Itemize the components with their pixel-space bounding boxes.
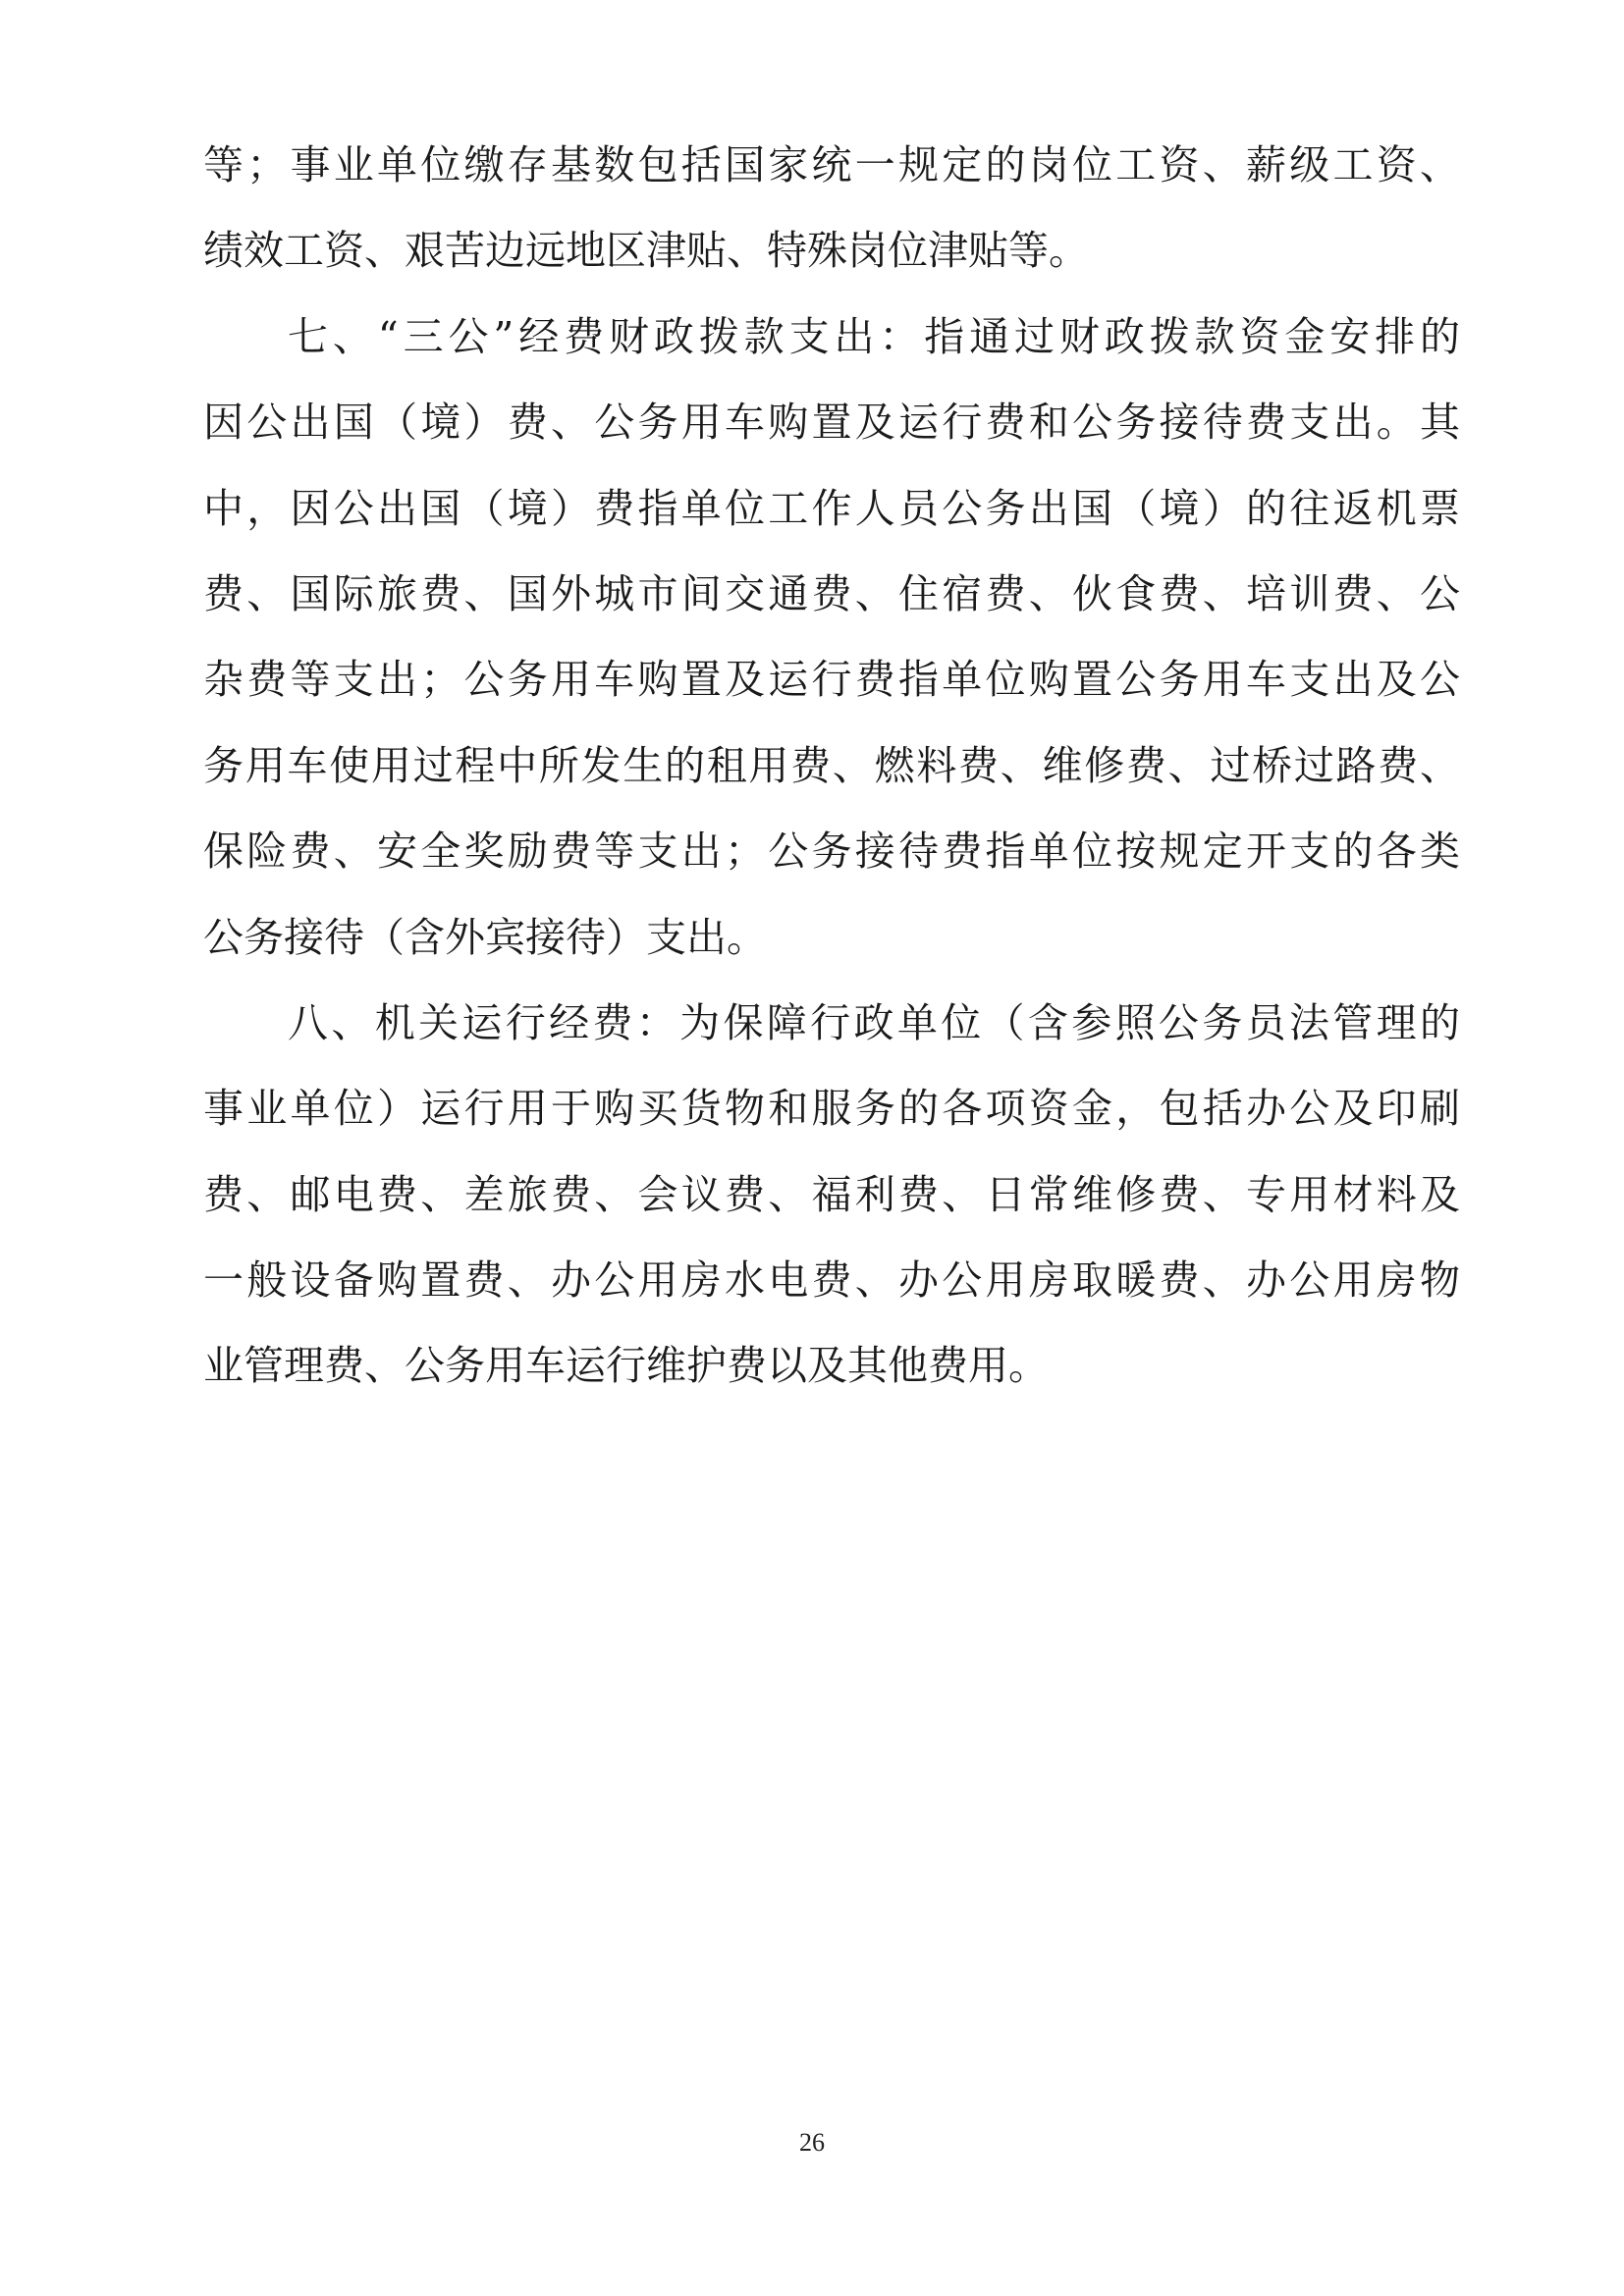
text-line: 费、国际旅费、国外城市间交通费、住宿费、伙食费、培训费、公 xyxy=(203,569,1460,617)
paragraph-housing-fund-base xyxy=(203,123,1460,294)
text-line: 八、机关运行经费：为保障行政单位（含参照公务员法管理的 xyxy=(288,998,1460,1046)
text-line: 因公出国（境）费、公务用车购置及运行费和公务接待费支出。其 xyxy=(203,399,1460,447)
text-line: 等；事业单位缴存基数包括国家统一规定的岗位工资、薪级工资、 xyxy=(203,141,1460,188)
text-line: 中，因公出国（境）费指单位工作人员公务出国（境）的往返机票 xyxy=(203,484,1460,532)
text-line: 保险费、安全奖励费等支出；公务接待费指单位按规定开支的各类 xyxy=(203,828,1460,876)
text-line: 业管理费、公务用车运行维护费以及其他费用。 xyxy=(203,1342,1049,1390)
text-line: 绩效工资、艰苦边远地区津贴、特殊岗位津贴等。 xyxy=(203,227,1089,275)
text-line: 务用车使用过程中所发生的租用费、燃料费、维修费、过桥过路费、 xyxy=(203,741,1460,789)
text-line: 费、邮电费、差旅费、会议费、福利费、日常维修费、专用材料及 xyxy=(203,1170,1460,1218)
text-line: 七、“三公”经费财政拨款支出：指通过财政拨款资金安排的 xyxy=(288,312,1460,360)
page-number: 26 xyxy=(799,2128,825,2157)
text-line: 杂费等支出；公务用车购置及运行费指单位购置公务用车支出及公 xyxy=(203,656,1460,704)
body-text xyxy=(203,123,1460,1410)
text-line: 公务接待（含外宾接待）支出。 xyxy=(203,913,767,961)
text-line: 一般设备购置费、办公用房水电费、办公用房取暖费、办公用房物 xyxy=(203,1256,1460,1305)
text-line: 事业单位）运行用于购买货物和服务的各项资金，包括办公及印刷 xyxy=(203,1085,1460,1133)
paragraph-operating-expenses xyxy=(203,981,1460,1410)
paragraph-three-public-expenses xyxy=(203,294,1460,981)
